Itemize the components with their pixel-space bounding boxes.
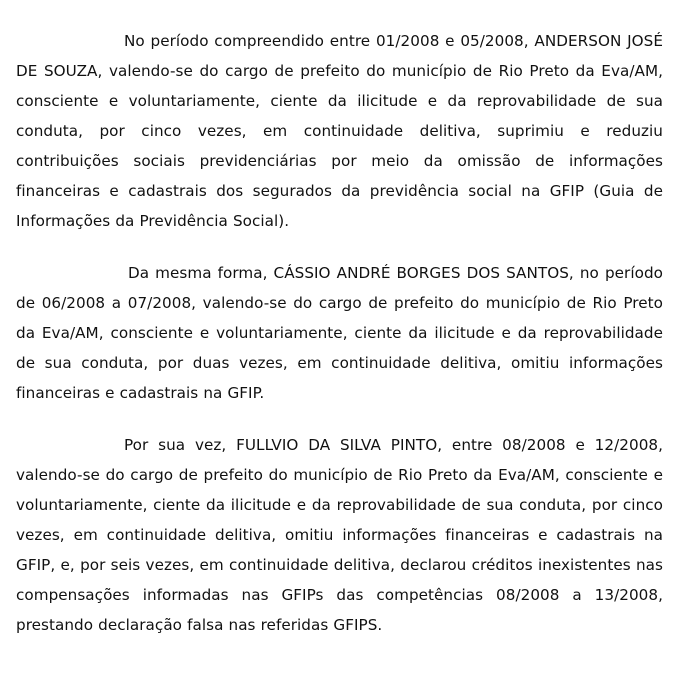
- paragraph-cassio-andre-borges-dos-santos: Da mesma forma, CÁSSIO ANDRÉ BORGES DOS SANTOS, no período de 06/2008 a 07/2008, valendo-se do cargo de prefeito do município de Rio Preto da Eva/AM, consciente e voluntariamente, ciente da ilicitude e da reprovabilidade de sua conduta, por duas vezes, em continuidade delitiva, omitiu informações financeiras e cadastrais na GFIP.: [16, 264, 663, 402]
- paragraph-fullvio-da-silva-pinto: Por sua vez, FULLVIO DA SILVA PINTO, entre 08/2008 e 12/2008, valendo-se do cargo de prefeito do município de Rio Preto da Eva/AM, consciente e voluntariamente, ciente da ilicitude e da reprovabilidade de sua conduta, por cinco vezes, em continuidade delitiva, omitiu informações financeiras e cadastrais na GFIP, e, por seis vezes, em continuidade delitiva, declarou créditos inexistentes nas compensações informadas nas GFIPs das competências 08/2008 a 13/2008, prestando declaração falsa nas referidas GFIPS.: [16, 436, 663, 634]
- paragraph-anderson-jose-de-souza: No período compreendido entre 01/2008 e 05/2008, ANDERSON JOSÉ DE SOUZA, valendo-se do cargo de prefeito do município de Rio Preto da Eva/AM, consciente e voluntariamente, ciente da ilicitude e da reprovabilidade de sua conduta, por cinco vezes, em continuidade delitiva, suprimiu e reduziu contribuições sociais previdenciárias por meio da omissão de informações financeiras e cadastrais dos segurados da previdência social na GFIP (Guia de Informações da Previdência Social).: [16, 32, 663, 230]
